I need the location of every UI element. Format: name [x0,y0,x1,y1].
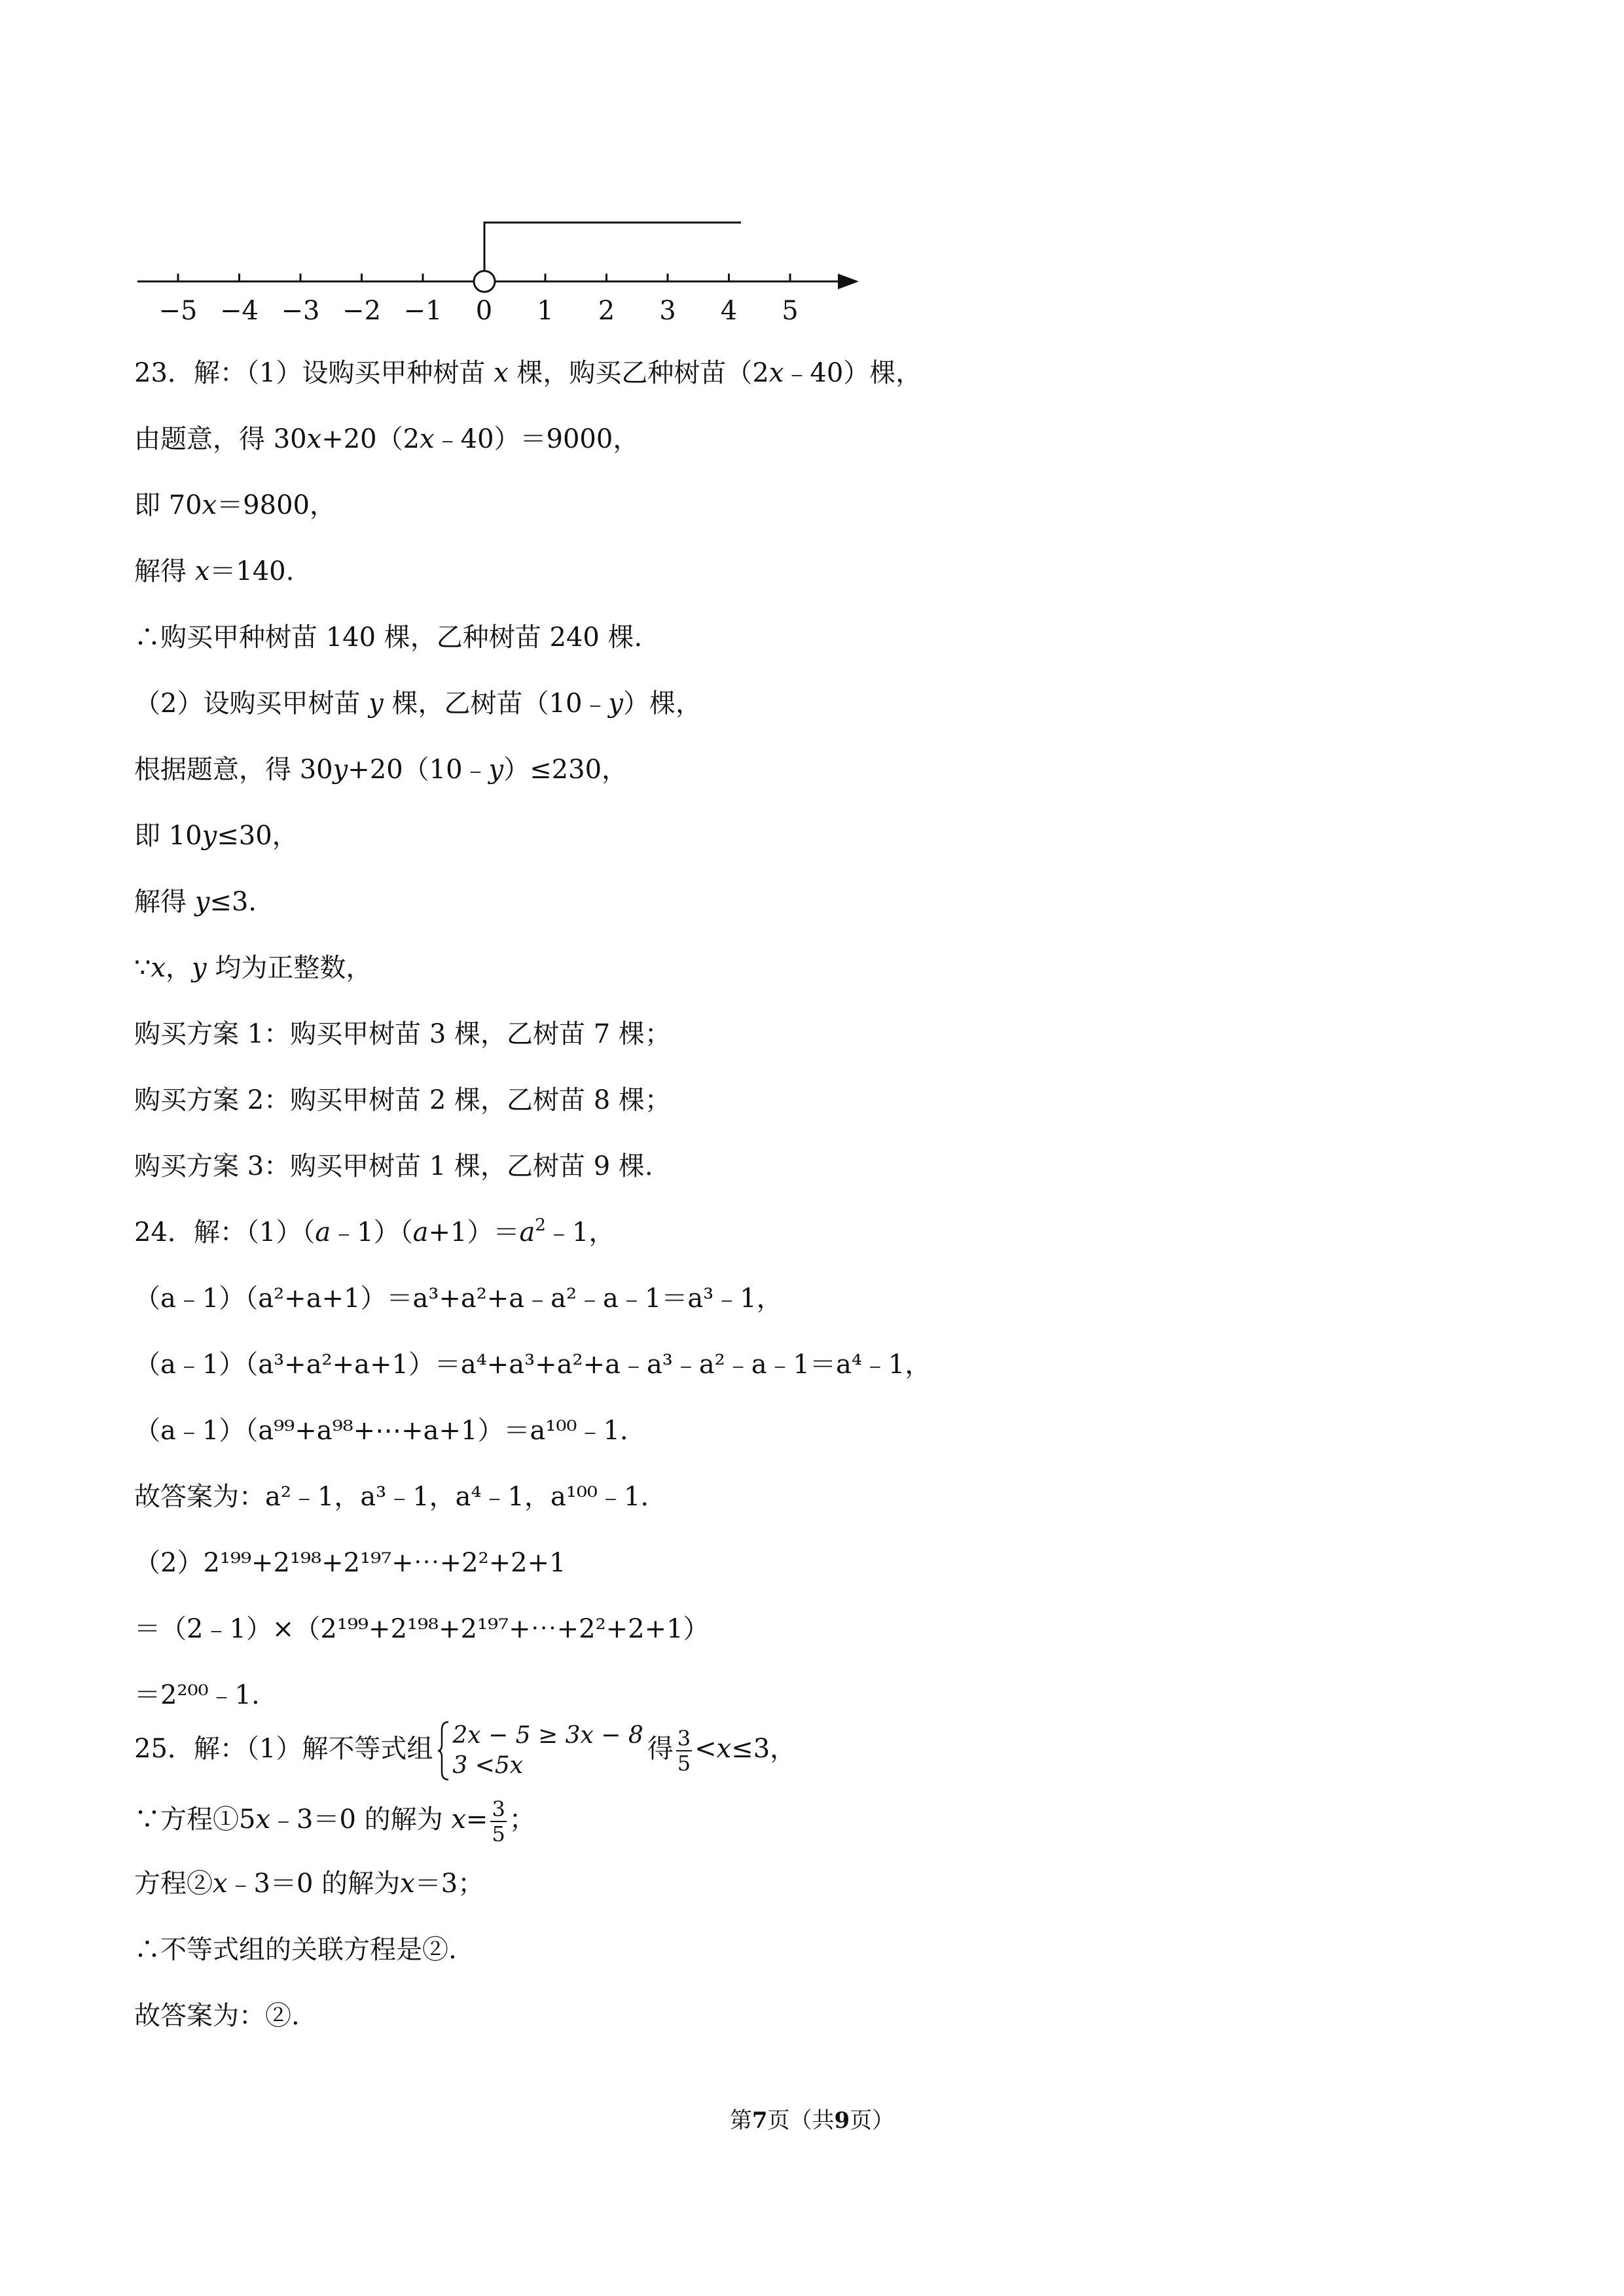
p23-line-2: 由题意，得 30x+20（2x﹣40）＝9000， [134,424,640,454]
p24-line-8: ＝2²⁰⁰﹣1. [134,1680,260,1710]
p23-line-11: 购买方案 1：购买甲树苗 3 棵，乙树苗 7 棵； [134,1019,671,1049]
tick-label: 5 [782,296,799,326]
p23-line-6: （2）设购买甲树苗 y 棵，乙树苗（10﹣y）棵， [134,689,702,719]
inequality-system: 2x − 5 ≥ 3x − 8 3 <5x [437,1721,643,1781]
p23-line-4: 解得 x＝140. [134,556,295,586]
solution-ray [484,223,741,281]
brace-icon [437,1721,450,1781]
tick-label: −1 [403,296,442,326]
number-line-tick-labels [159,296,799,326]
p23-line-13: 购买方案 3：购买甲树苗 1 棵，乙树苗 9 棵. [134,1151,653,1181]
tick-label: 0 [475,296,493,326]
number-line-svg [131,209,864,340]
tick-label: −4 [220,296,259,326]
tick-label: 1 [537,296,554,326]
p25-line-1: 25．解：（1）解不等式组 2x − 5 ≥ 3x − 8 3 <5x 得 $\frac{3}{5}$ <x≤3， [134,1710,796,1788]
p25-line-2: ∵方程①5x﹣3＝0 的解为 x= $\frac{3}{5}$ ； [134,1797,535,1846]
page-footer: 第7页（共9页） [729,2108,895,2134]
p23-line-5: ∴购买甲种树苗 140 棵，乙种树苗 240 棵. [134,622,643,653]
p24-line-1: 24．解：$(1)(a﹣1)(a+1)=a^2﹣1$， [134,1215,615,1247]
p24-line-6: （2）2¹⁹⁹+2¹⁹⁸+2¹⁹⁷+⋯+2²+2+1 [134,1548,566,1578]
number-line-arrow [838,274,859,289]
tick-label: −2 [342,296,381,326]
tick-label: 2 [598,296,615,326]
p23-line-10: ∵x，y 均为正整数， [134,953,372,983]
tick-label: 4 [720,296,738,326]
p23-line-12: 购买方案 2：购买甲树苗 2 棵，乙树苗 8 棵； [134,1085,671,1115]
open-circle-marker [474,271,495,292]
p24-line-4: （a﹣1）（a⁹⁹+a⁹⁸+⋯+a+1）＝a¹⁰⁰﹣1. [134,1416,628,1446]
tick-label: −3 [281,296,320,326]
p24-line-5: 故答案为：a²﹣1，a³﹣1，a⁴﹣1，a¹⁰⁰﹣1. [134,1482,649,1512]
p25-line-3: 方程②x﹣3＝0 的解为x＝3； [134,1869,484,1899]
fraction-three-fifths: $\frac{3}{5}$ [677,1726,691,1776]
number-line-figure [131,209,864,340]
p23-line-9: 解得 y≤3. [134,887,257,917]
p24-line-7: ＝（2﹣1）×（2¹⁹⁹+2¹⁹⁸+2¹⁹⁷+⋯+2²+2+1） [134,1614,710,1644]
fraction-three-fifths-2: $\frac{3}{5}$ [492,1797,505,1846]
p25-line-5: 故答案为：②. [134,2001,300,2031]
p23-line-1: 23．解：（1）设购买甲种树苗 x 棵，购买乙种树苗（2x﹣40）棵， [134,358,922,388]
tick-label: 3 [659,296,676,326]
p23-line-3: 即 70x＝9800， [134,490,336,520]
tick-label: −5 [158,296,198,326]
p25-line-4: ∴不等式组的关联方程是②. [134,1935,457,1965]
p24-line-2: （a﹣1）（a²+a+1）＝a³+a²+a﹣a²﹣a﹣1＝a³﹣1， [134,1283,783,1314]
p23-line-8: 即 10y≤30， [134,821,298,851]
p23-line-7: 根据题意，得 30y+20（10﹣y）≤230， [134,755,628,785]
p24-line-3: （a﹣1）（a³+a²+a+1）＝a⁴+a³+a²+a﹣a³﹣a²﹣a﹣1＝a⁴﹣1， [134,1350,931,1380]
